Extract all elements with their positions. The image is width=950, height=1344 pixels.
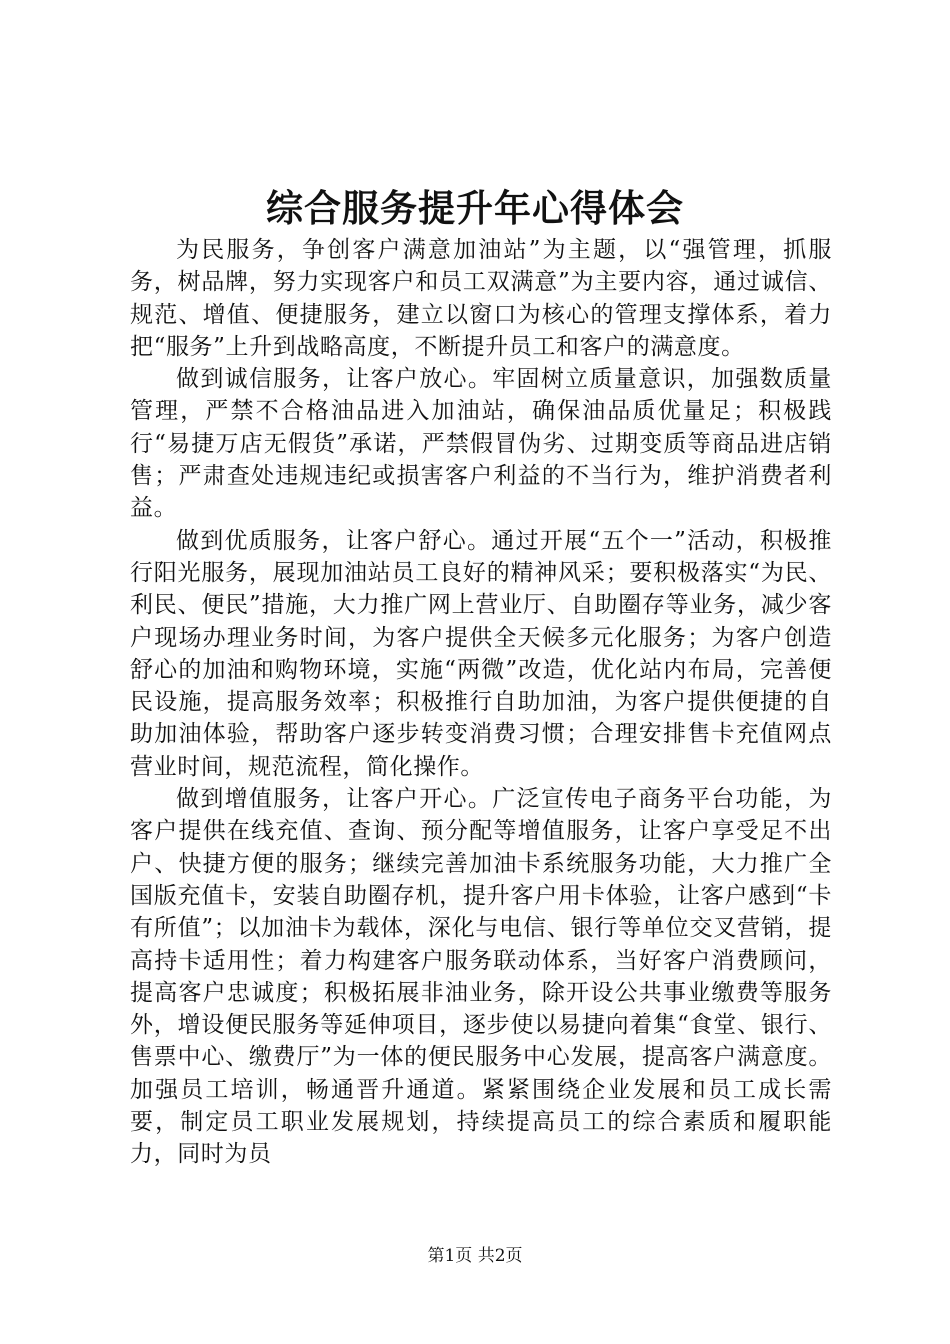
paragraph-quality-service: 做到优质服务，让客户舒心。通过开展“五个一”活动，积极推行阳光服务，展现加油站员工良好的精神风采；要积极落实“为民、利民、便民”措施，大力推广网上营业厅、自助圈存等业务，减少客户现场办理业务时间，为客户提供全天候多元化服务；为客户创造舒心的加油和购物环境，实施“两微”改造，优化站内布局，完善便民设施，提高服务效率；积极推行自助加油，为客户提供便捷的自助加油体验，帮助客户逐步转变消费习惯；合理安排售卡充值网点营业时间，规范流程，简化操作。 bbox=[130, 527, 832, 780]
page-footer: 第1页 共2页 bbox=[427, 1246, 523, 1266]
paragraph-integrity-service: 做到诚信服务，让客户放心。牢固树立质量意识，加强数质量管理，严禁不合格油品进入加油站，确保油品质优量足；积极践行“易捷万店无假货”承诺，严禁假冒伪劣、过期变质等商品进店销售；严肃查处违规违纪或损害客户利益的不当行为，维护消费者利益。 bbox=[130, 366, 832, 522]
paragraph-intro: 为民服务，争创客户满意加油站”为主题，以“强管理，抓服务，树品牌，努力实现客户和员工双满意”为主要内容，通过诚信、规范、增值、便捷服务，建立以窗口为核心的管理支撑体系，着力把“服务”上升到战略高度，不断提升员工和客户的满意度。 bbox=[130, 237, 832, 360]
paragraph-value-added-service: 做到增值服务，让客户开心。广泛宣传电子商务平台功能，为客户提供在线充值、查询、预分配等增值服务，让客户享受足不出户、快捷方便的服务；继续完善加油卡系统服务功能，大力推广全国版充值卡，安装自助圈存机，提升客户用卡体验，让客户感到“卡有所值”；以加油卡为载体，深化与电信、银行等单位交叉营销，提高持卡适用性；着力构建客户服务联动体系，当好客户消费顾问，提高客户忠诚度；积极拓展非油业务，除开设公共事业缴费等服务外，增设便民服务等延伸项目，逐步使以易捷向着集“食堂、银行、售票中心、缴费厅”为一体的便民服务中心发展，提高客户满意度。加强员工培训，畅通晋升通道。紧紧围绕企业发展和员工成长需要，制定员工职业发展规划，持续提高员工的综合素质和履职能力，同时为员 bbox=[130, 786, 832, 1168]
document-body bbox=[130, 234, 832, 1171]
page-title: 综合服务提升年心得体会 bbox=[266, 186, 684, 230]
